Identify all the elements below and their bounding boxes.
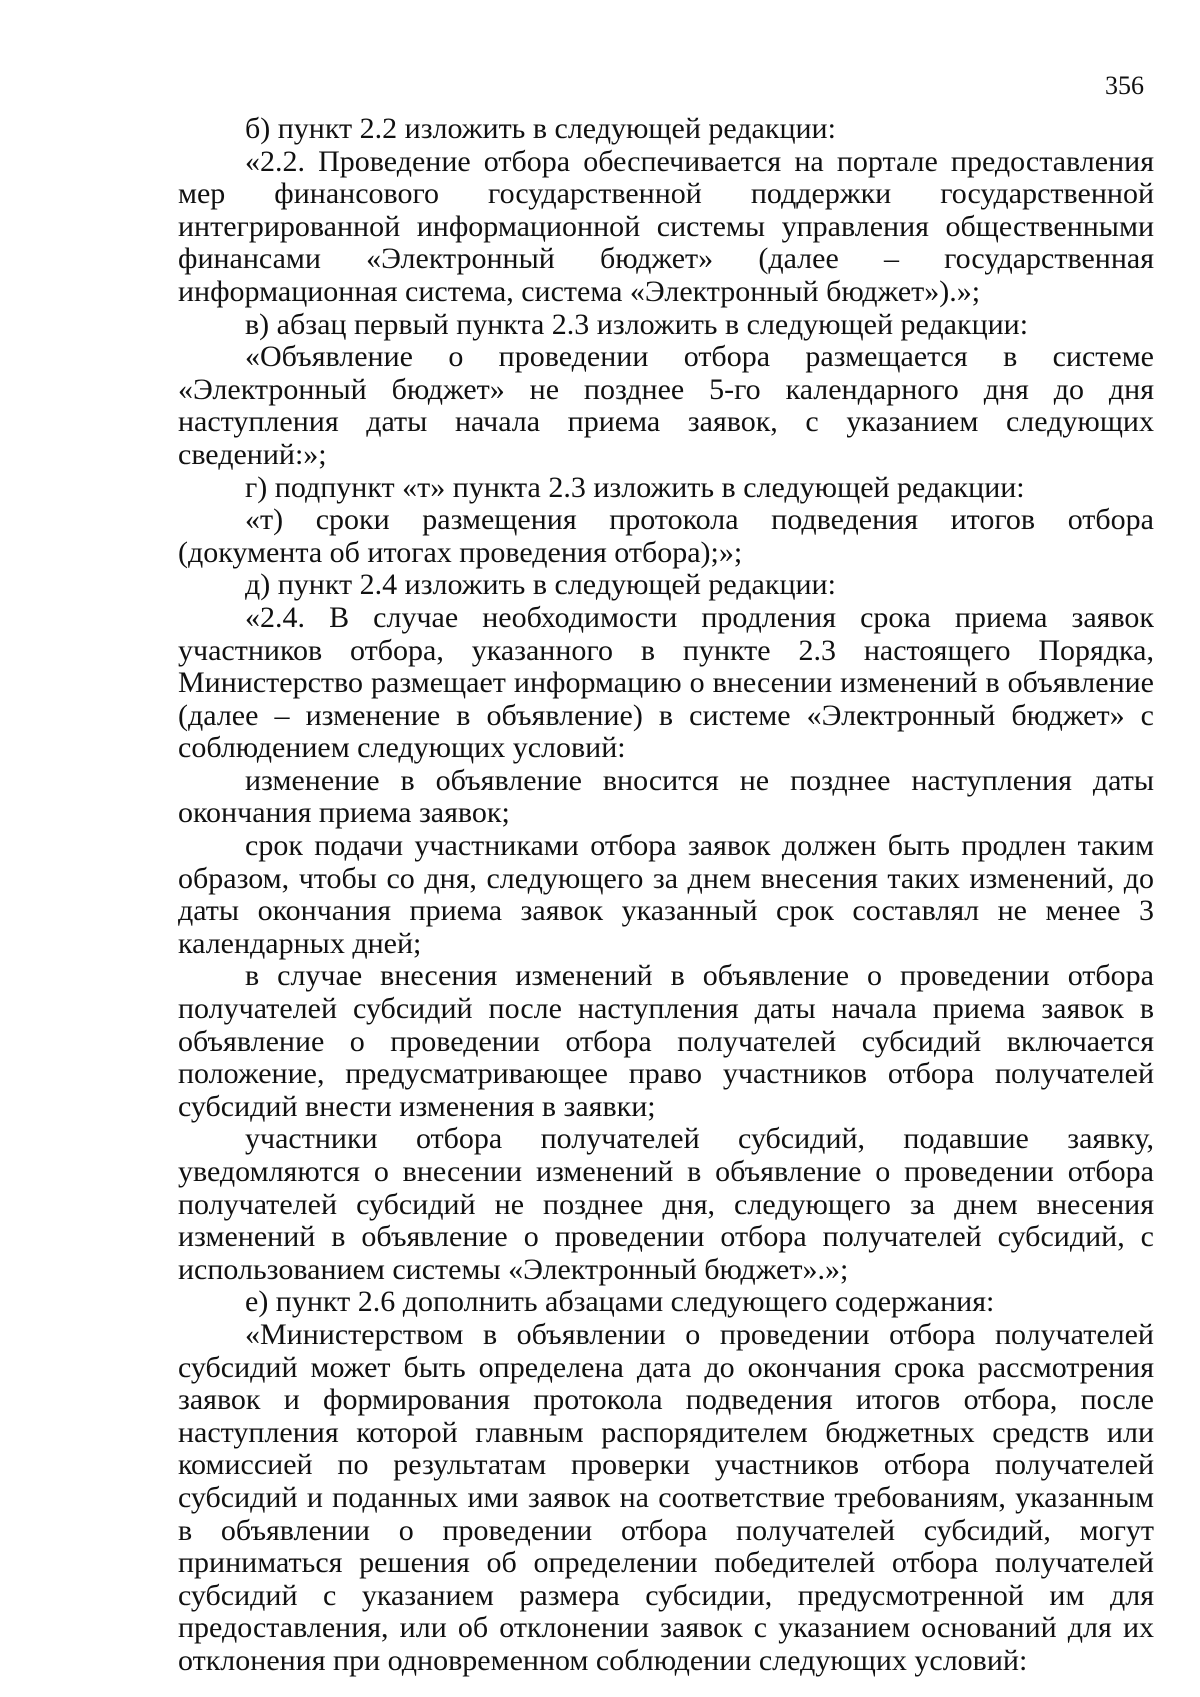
paragraph: в) абзац первый пункта 2.3 изложить в следующей редакции: — [245, 307, 1029, 341]
paragraph: е) пункт 2.6 дополнить абзацами следующего содержания: — [245, 1285, 995, 1319]
paragraph: изменение в объявление вносится не позднее наступления даты окончания приема заявок; — [178, 763, 1154, 830]
paragraph: срок подачи участниками отбора заявок должен быть продлен таким образом, чтобы со дня, следующего за днем внесения таких изменений, до даты окончания приема заявок указанный срок составлял не менее 3 календарных дней; — [178, 829, 1154, 960]
paragraph: д) пункт 2.4 изложить в следующей редакции: — [245, 568, 836, 602]
paragraph: «Министерством в объявлении о проведении отбора получателей субсидий может быть определена дата до окончания срока рассмотрения заявок и формирования протокола подведения итогов отбора, после наступления которой главным распорядителем бюджетных средств или комиссией по результатам проверки участников отбора получателей субсидий и поданных ими заявок на соответствие требованиям, указанным в объявлении о проведении отбора получателей субсидий, могут приниматься решения об определении победителей отбора получателей субсидий с указанием размера субсидии, предусмотренной им для предоставления, или об отклонении заявок с указанием оснований для их отклонения при одновременном соблюдении следующих условий: — [178, 1317, 1154, 1677]
paragraph: «Объявление о проведении отбора размещается в системе «Электронный бюджет» не позднее 5-го календарного дня до дня наступления даты начала приема заявок, с указанием следующих сведений:»; — [178, 340, 1154, 471]
paragraph: «т) сроки размещения протокола подведения итогов отбора (документа об итогах проведения отбора);»; — [178, 503, 1154, 569]
paragraph: «2.4. В случае необходимости продления срока приема заявок участников отбора, указанного в пункте 2.3 настоящего Порядка, Министерство размещает информацию о внесении изменений в объявление (далее – изменение в объявление) в системе «Электронный бюджет» с соблюдением следующих условий: — [178, 600, 1154, 765]
document-body — [178, 113, 1154, 1678]
paragraph: б) пункт 2.2 изложить в следующей редакции: — [245, 112, 836, 145]
paragraph: в случае внесения изменений в объявление о проведении отбора получателей субсидий после наступления даты начала приема заявок в объявление о проведении отбора получателей субсидий включается положение, предусматривающее право участников отбора получателей субсидий внести изменения в заявки; — [178, 959, 1154, 1123]
paragraph: «2.2. Проведение отбора обеспечивается на портале предоставления мер финансового государственной поддержки государственной интегрированной информационной системы управления общественными финансами «Электронный бюджет» (далее – государственная информационная система, система «Электронный бюджет»).»; — [178, 144, 1154, 308]
paragraph: г) подпункт «т» пункта 2.3 изложить в следующей редакции: — [245, 470, 1025, 504]
paragraph: участники отбора получателей субсидий, подавшие заявку, уведомляются о внесении изменений в объявление о проведении отбора получателей субсидий не позднее дня, следующего за днем внесения изменений в объявление о проведении отбора получателей субсидий, с использованием системы «Электронный бюджет».»; — [178, 1122, 1154, 1286]
page-number: 356 — [1105, 71, 1144, 100]
